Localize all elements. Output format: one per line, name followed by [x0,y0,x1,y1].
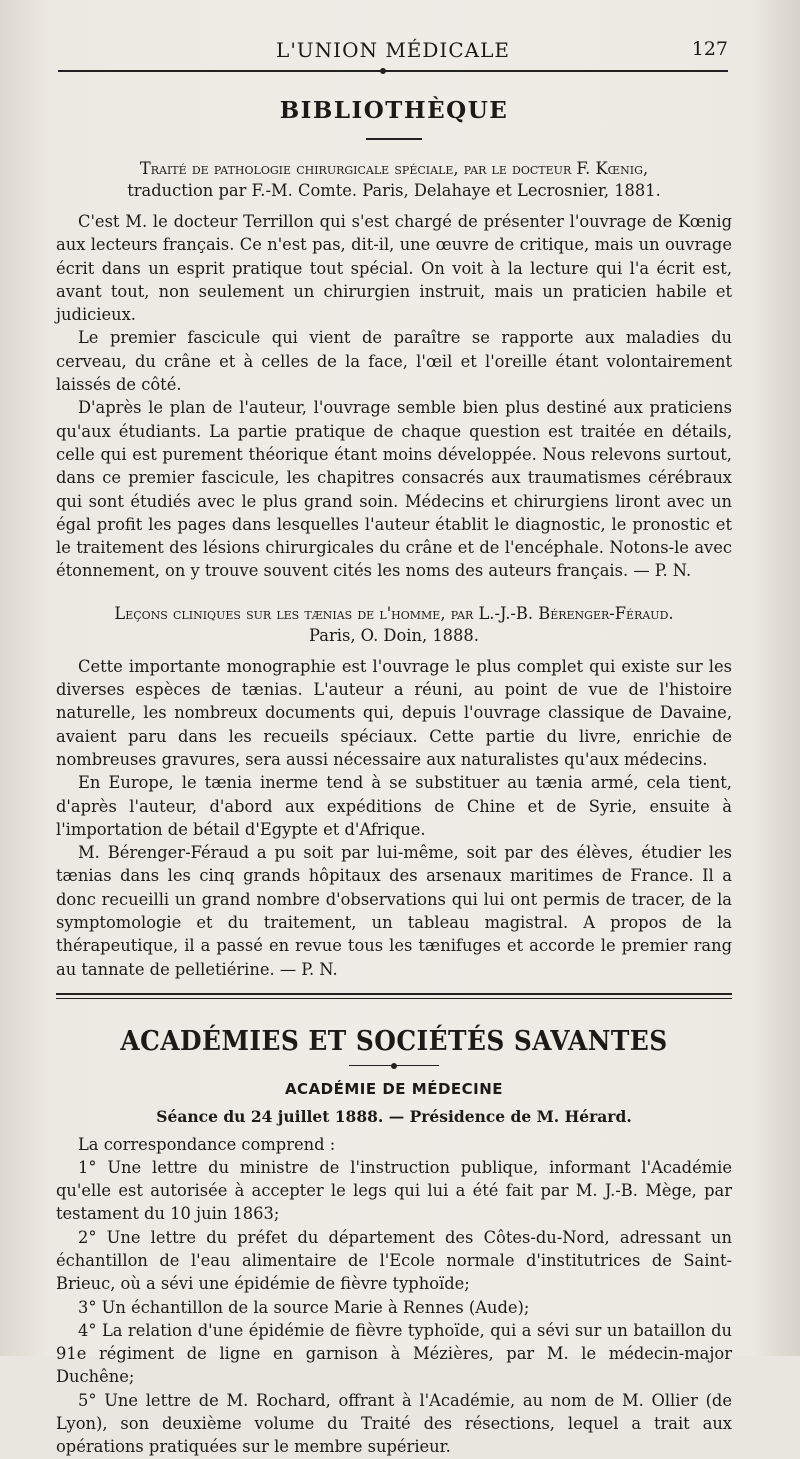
running-head: L'UNION MÉDICALE [276,38,510,62]
book-reference-line: Traité de pathologie chirurgicale spéciale, par le docteur F. Kœnig, [139,159,649,178]
book-reference-2 [56,603,732,647]
correspondence-item: 4° La relation d'une épidémie de fièvre typhoïde, qui a sévi sur un bataillon du 91e régiment de ligne en garnison à Mézières, par M. le médecin-major Duchêne; [56,1320,732,1387]
book-reference-line: Leçons cliniques sur les tænias de l'homme, par L.-J.-B. Bérenger-Féraud. [114,603,674,623]
title-rule [366,138,422,140]
session-heading: Séance du 24 juillet 1888. — Présidence de M. Hérard. [156,1107,632,1127]
page-number: 127 [691,38,728,60]
section-title-bibliotheque: BIBLIOTHÈQUE [279,97,509,124]
header-rule [58,70,728,72]
correspondence-item: 1° Une lettre du ministre de l'instruction publique, informant l'Académie qu'elle est autorisée à accepter le legs qui lui a été fait par M. J.-B. Mège, par testament du 10 juin 1863; [56,1157,732,1224]
review-paragraph: M. Bérenger-Féraud a pu soit par lui-même, soit par des élèves, étudier les tænias dans les cinq grands hôpitaux des arsenaux maritimes de France. Il a donc recueilli un grand nombre d'observations qui lui ont permis de tracer, de la symptomologie et du traitement, un tableau magistral. A propos de la thérapeutique, il a passé en revue tous les tænifuges et accorde le premier rang au tannate de pelletiérine. — P. N. [56,843,732,979]
page-content [56,96,732,1459]
correspondence-item: 2° Une lettre du préfet du département des Côtes-du-Nord, adressant un échantillon de l'eau alimentaire de l'Ecole normale d'institutrices de Saint-Brieuc, où a sévi une épidémie de fièvre typhoïde; [56,1227,732,1294]
section-title-academies: ACADÉMIES ET SOCIÉTÉS SAVANTES [120,1025,668,1057]
correspondence-intro: La correspondance comprend : [78,1134,336,1154]
book-reference-line: Paris, O. Doin, 1888. [309,625,479,645]
ornament-rule [349,1065,439,1066]
section-divider [56,993,732,999]
review-paragraph: C'est M. le docteur Terrillon qui s'est chargé de présenter l'ouvrage de Kœnig aux lecteurs français. Ce n'est pas, dit-il, une œuvre de critique, mais un ouvrage écrit dans un esprit pratique tout spécial. On voit à la lecture qui l'a écrit est, avant tout, non seulement un chirurgien instruit, mais un praticien habile et judicieux. [56,212,732,325]
book-reference-line: traduction par F.-M. Comte. Paris, Delahaye et Lecrosnier, 1881. [127,181,661,200]
spacer [56,583,732,603]
review-paragraph: Le premier fascicule qui vient de paraître se rapporte aux maladies du cerveau, du crâne et à celles de la face, l'œil et l'oreille étant volontairement laissés de côté. [56,328,732,395]
review-paragraph: D'après le plan de l'auteur, l'ouvrage semble bien plus destiné aux praticiens qu'aux étudiants. La partie pratique de chaque question est traitée en détails, celle qui est purement théorique étant moins développée. Nous relevons surtout, dans ce premier fascicule, les chapitres consacrés aux traumatismes cérébraux qui sont étudiés avec le plus grand soin. Médecins et chirurgiens liront avec un égal profit les pages dans lesquelles l'auteur établit le diagnostic, le pronostic et le traitement des lésions chirurgicales du crâne et de l'encéphale. Notons-le avec étonnement, on y trouve souvent cités les noms des auteurs français. — P. N. [56,398,732,581]
correspondence-item: 3° Un échantillon de la source Marie à Rennes (Aude); [78,1297,530,1317]
book-reference-1 [56,158,732,202]
review-paragraph: En Europe, le tænia inerme tend à se substituer au tænia armé, cela tient, d'après l'auteur, d'abord aux expéditions de Chine et de Syrie, ensuite à l'importation de bétail d'Egypte et d'Afrique. [56,773,732,839]
academy-name: ACADÉMIE DE MÉDECINE [284,1079,504,1098]
page-header [58,34,728,66]
correspondence-item: 5° Une lettre de M. Rochard, offrant à l'Académie, au nom de M. Ollier (de Lyon), son deuxième volume du Traité des résections, lequel a trait aux opérations pratiquées sur le membre supérieur. [56,1390,732,1457]
review-paragraph: Cette importante monographie est l'ouvrage le plus complet qui existe sur les diverses espèces de tænias. L'auteur a réuni, au point de vue de l'histoire naturelle, les nombreux documents qui, depuis l'ouvrage classique de Davaine, avaient paru dans les recueils spéciaux. Cette partie du livre, enrichie de nombreuses gravures, sera aussi nécessaire aux naturalistes qu'aux médecins. [56,656,732,769]
